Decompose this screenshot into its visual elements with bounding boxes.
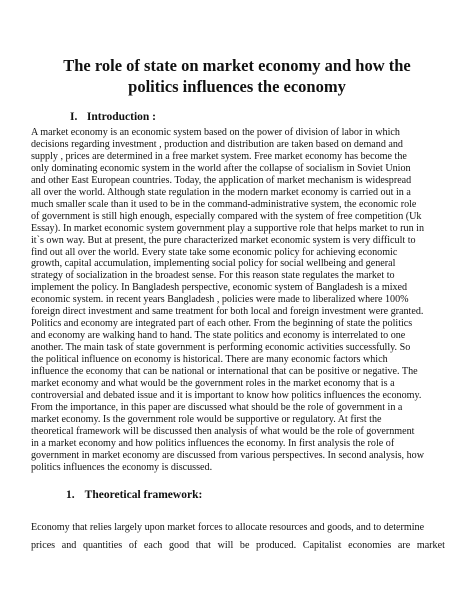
paragraph-line: politics influences the economy is discussed.	[31, 461, 213, 473]
section-number: 1.	[66, 489, 75, 501]
paragraph-line: influence the economy that can be national or international that can be positive or negative. The	[31, 366, 418, 378]
paragraph-line: theoretical framework will be discussed then analysis of what would be the role of government	[31, 425, 415, 437]
paragraph-line	[31, 537, 445, 555]
word: quantities	[82, 540, 123, 551]
word: be	[239, 540, 250, 551]
word: Capitalist	[302, 540, 342, 551]
word: prices	[31, 540, 56, 551]
paragraph-line: strategy of socialization in the broadest sense. For this reason state regulates the market to	[31, 270, 395, 282]
paragraph-line: and economy are walking hand to hand. The state politics and economy is interrelated to one	[31, 330, 406, 342]
section-heading-theoretical-framework	[66, 489, 202, 501]
paragraph-line: the political influence on economy is historical. There are many economic factors which	[31, 354, 388, 366]
paragraph-line: Economy that relies largely upon market forces to allocate resources and goods, and to determine	[31, 522, 425, 533]
paragraph-line: all over the world. Although state regulation in the modern market economy is carried out in a	[31, 186, 411, 198]
word: market	[416, 540, 445, 551]
paragraph-line: implement the policy. In Bangladesh perspective, economic system of Bangladesh is a mixed	[31, 282, 408, 294]
word: will	[217, 540, 234, 551]
paragraph-line: it`s own way. But at present, the pure characterized market economic system is very difficult to	[31, 234, 416, 246]
paragraph-line: Essay). In market economic system government play a supportive role that helps market to run in	[31, 222, 424, 234]
word: produced.	[256, 540, 297, 551]
word: of	[128, 540, 138, 551]
paragraph-line: much smaller scale than it used to be in the command-administrative system, the economic role	[31, 198, 417, 210]
paragraph-line: economic system. in recent years Bangladesh , policies were made to liberalized where 100%	[31, 294, 409, 306]
title-line: The role of state on market economy and how the	[63, 56, 411, 75]
paragraph-line: another. The main task of state government is performing economic activities successfully. So	[31, 342, 411, 354]
section-number: I.	[70, 111, 78, 123]
paragraph-line: government in market economy are discussed from various perspectives. In second analysis, how	[31, 449, 424, 461]
word: economies	[348, 540, 392, 551]
paragraph-line: From the importance, in this paper are discussed what should be the role of government in a	[31, 401, 403, 413]
paragraph-line: of government is still high enough, especially compared with the system of free competition (Uk	[31, 210, 422, 222]
paragraph-line: market economy. Is the government role would be supportive or regulatory. At first the	[31, 413, 382, 425]
paragraph-line: foreign direct investment and same treatment for both local and foreign investment were granted.	[31, 306, 424, 318]
paragraph-line: Politics and economy are integrated part of each other. From the beginning of state the politics	[31, 318, 413, 330]
paragraph-line: find out all over the world. Every state take some economic policy for achieving economic	[31, 246, 398, 258]
paragraph-line: A market economy is an economic system based on the power of division of labor in which	[31, 127, 400, 138]
word: and	[61, 540, 77, 551]
paper-title	[40, 55, 434, 97]
word: that	[195, 540, 211, 551]
paragraph-line: growth, capital accumulation, implementing social policy for social wellbeing and general	[31, 258, 396, 270]
introduction-paragraph	[31, 127, 445, 474]
theoretical-framework-paragraph	[31, 519, 445, 555]
section-heading-introduction	[70, 111, 156, 123]
section-title: Theoretical framework:	[84, 489, 203, 501]
paragraph-line: only dominating economic system in the world after the collapse of socialism in Soviet Union	[31, 162, 411, 174]
word: good	[168, 540, 190, 551]
paragraph-line: decisions regarding investment , production and distribution are taken based on demand and	[31, 138, 403, 150]
paragraph-line: controversial and debated issue and it is important to know how politics influences the economy.	[31, 389, 422, 401]
word: each	[143, 540, 163, 551]
word: are	[397, 540, 411, 551]
title-line: politics influences the economy	[128, 77, 346, 96]
paragraph-line: in a market economy and how politics influences the economy. In first analysis the role of	[31, 437, 395, 449]
paragraph-line: market economy and what would be the government roles in the market economy that is a	[31, 378, 395, 390]
section-title: Introduction :	[86, 111, 156, 123]
paragraph-line: supply , prices are determined in a free market system. Free market economy has become the	[31, 150, 407, 162]
paragraph-line: and other East European countries. Today, the application of market mechanism is widespread	[31, 174, 412, 186]
